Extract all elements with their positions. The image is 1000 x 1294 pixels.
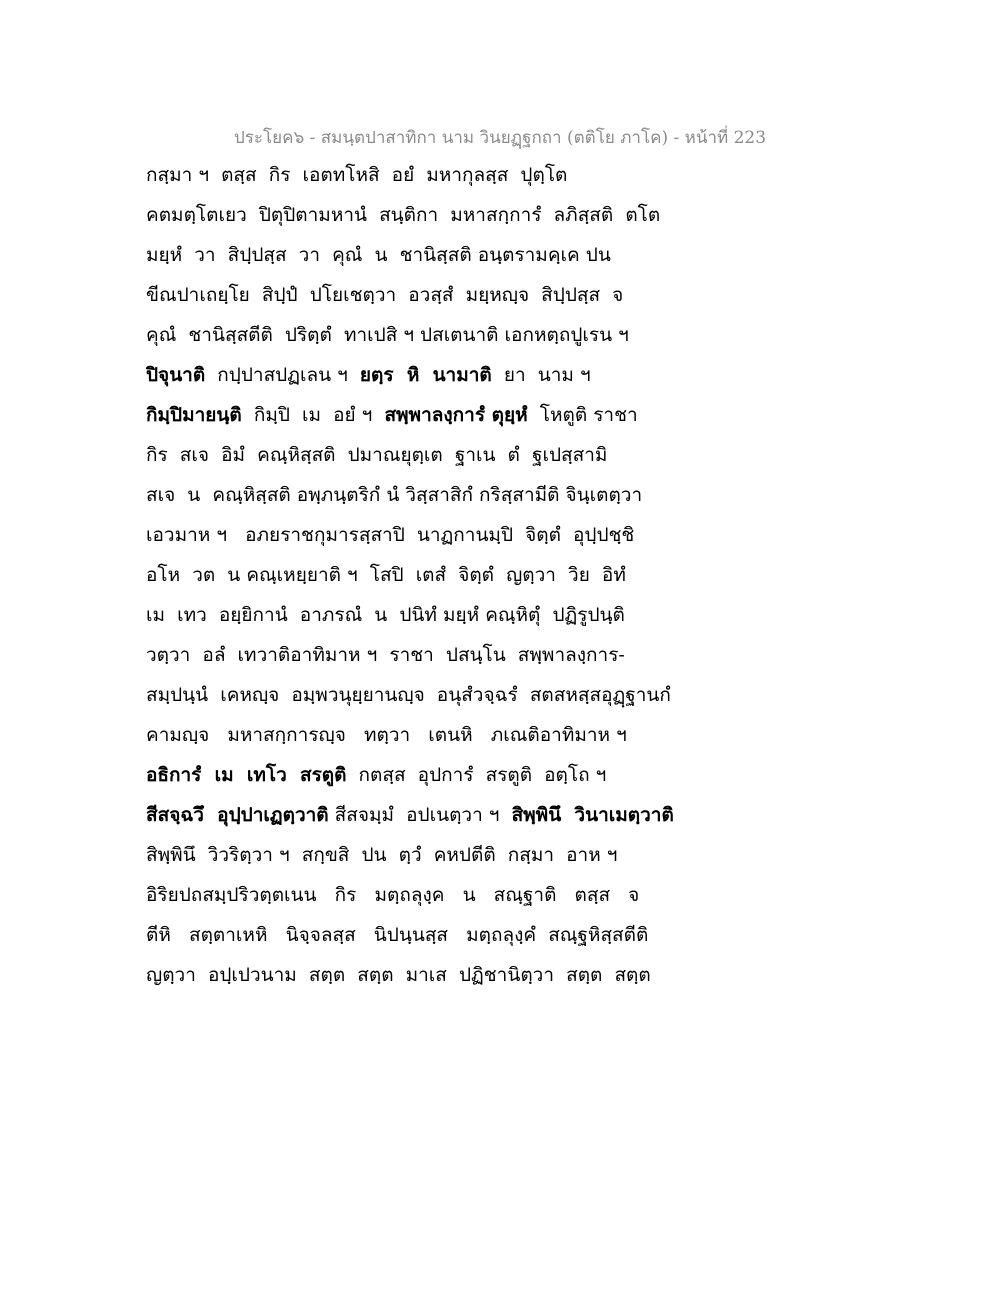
bold-term: สิพฺพินึ วินาเมตฺวาติ bbox=[511, 804, 674, 826]
text-segment: กสฺมา ฯ ตสฺส กิร เอตทโหสิ อยํ มหากุลสฺส ปุตฺโต bbox=[146, 164, 568, 186]
text-line bbox=[146, 878, 866, 918]
text-segment: มยฺหํ วา สิปฺปสฺส วา คุณํ น ชานิสฺสติ อนฺตรามคฺเค ปน bbox=[146, 244, 611, 266]
text-line bbox=[146, 278, 866, 318]
text-line bbox=[146, 558, 866, 598]
text-line bbox=[146, 398, 866, 438]
text-segment: เอวมาห ฯ อภยราชกุมารสฺสาปิ นาฏกานมฺปิ จิตฺตํ อุปฺปชฺชิ bbox=[146, 524, 635, 546]
text-line bbox=[146, 158, 866, 198]
bold-term: ปิจุนาติ bbox=[146, 364, 206, 386]
text-segment: ญตฺวา อปฺเปวนาม สตฺต สตฺต มาเส ปฏิชานิตฺวา สตฺต สตฺต bbox=[146, 964, 651, 986]
text-line bbox=[146, 958, 866, 998]
text-segment: สเจ น คณฺหิสฺสติ อพฺภนฺตริกํ นํ วิสฺสาสิกํ กริสฺสามีติ จินฺเตตฺวา bbox=[146, 484, 643, 506]
text-segment: คตมตฺโตเยว ปิตุปิตามหานํ สนฺติกา มหาสกฺการํ ลภิสฺสติ ตโต bbox=[146, 204, 661, 226]
text-line bbox=[146, 678, 866, 718]
text-segment: คุณํ ชานิสฺสตีติ ปริตฺตํ ทาเปสิ ฯ ปสเตนาติ เอกหตฺถปูเรน ฯ bbox=[146, 324, 629, 346]
text-segment: สีสจมฺมํ อปเนตฺวา ฯ bbox=[328, 804, 512, 826]
text-segment: วตฺวา อลํ เทวาติอาทิมาห ฯ ราชา ปสนฺโน สพฺพาลงฺการ- bbox=[146, 644, 625, 666]
page-header: ประโยค๖ - สมนฺตปาสาทิกา นาม วินยฏฺฐกถา (ตติโย ภาโค) - หน้าที่ 223 bbox=[233, 128, 767, 148]
text-line bbox=[146, 838, 866, 878]
text-segment: กิมฺปิ เม อยํ ฯ bbox=[241, 404, 385, 426]
bold-term: สพฺพาลงฺการํ ตุยฺหํ bbox=[384, 404, 528, 426]
text-segment: ยา นาม ฯ bbox=[491, 364, 591, 386]
text-segment: อโห วต น คณฺเหยฺยาติ ฯ โสปิ เตสํ จิตฺตํ ญตฺวา วิย อิทํ bbox=[146, 564, 626, 586]
text-segment: อิริยปถสมฺปริวตฺตเนน กิร มตฺถลุงฺค น สณฺฐาติ ตสฺส จ bbox=[146, 884, 640, 906]
text-line bbox=[146, 198, 866, 238]
text-segment: คามญฺจ มหาสกฺการญฺจ ทตฺวา เตนหิ ภเณติอาทิมาห ฯ bbox=[146, 724, 627, 746]
text-line bbox=[146, 358, 866, 398]
text-segment: กิร สเจ อิมํ คณฺหิสฺสติ ปมาณยุตฺเต ฐาเน ตํ ฐเปสฺสามิ bbox=[146, 444, 608, 466]
text-line bbox=[146, 758, 866, 798]
text-line bbox=[146, 318, 866, 358]
body-text bbox=[146, 158, 866, 998]
bold-term: สีสจฺฉวึ อุปฺปาเฏตฺวาติ bbox=[146, 804, 329, 826]
text-segment: ขีณปาเถยฺโย สิปฺปํ ปโยเชตฺวา อวสฺสํ มยฺหญฺจ สิปฺปสฺส จ bbox=[146, 284, 624, 306]
text-line bbox=[146, 638, 866, 678]
text-line bbox=[146, 718, 866, 758]
text-line bbox=[146, 518, 866, 558]
text-line bbox=[146, 918, 866, 958]
text-line bbox=[146, 238, 866, 278]
text-segment: โหตูติ ราชา bbox=[527, 404, 638, 426]
bold-term: ยตฺร หิ นามาติ bbox=[359, 364, 492, 386]
text-line bbox=[146, 438, 866, 478]
bold-term: กิมฺปิมายนฺติ bbox=[146, 404, 242, 426]
text-segment: สมฺปนฺนํ เคหญฺจ อมฺพวนุยฺยานญฺจ อนุสํวจฺฉรํ สตสหสฺสอุฏฺฐานกํ bbox=[146, 684, 671, 706]
text-segment: สิพฺพินึ วิวริตฺวา ฯ สกฺขสิ ปน ตฺวํ คหปตีติ กสฺมา อาห ฯ bbox=[146, 844, 618, 866]
text-segment: กปฺปาสปฏเลน ฯ bbox=[205, 364, 360, 386]
text-line bbox=[146, 478, 866, 518]
bold-term: อธิการํ เม เทโว สรตูติ bbox=[146, 764, 347, 786]
text-line bbox=[146, 598, 866, 638]
text-segment: ตีหิ สตฺตาเหหิ นิจฺจลสฺส นิปนฺนสฺส มตฺถลุงฺคํ สณฺฐหิสฺสตีติ bbox=[146, 924, 649, 946]
text-segment: เม เทว อยฺยิกานํ อาภรณํ น ปนิทํ มยฺหํ คณฺหิตุํ ปฏิรูปนฺติ bbox=[146, 604, 625, 626]
text-line bbox=[146, 798, 866, 838]
text-segment: กตสฺส อุปการํ สรตูติ อตฺโถ ฯ bbox=[346, 764, 607, 786]
